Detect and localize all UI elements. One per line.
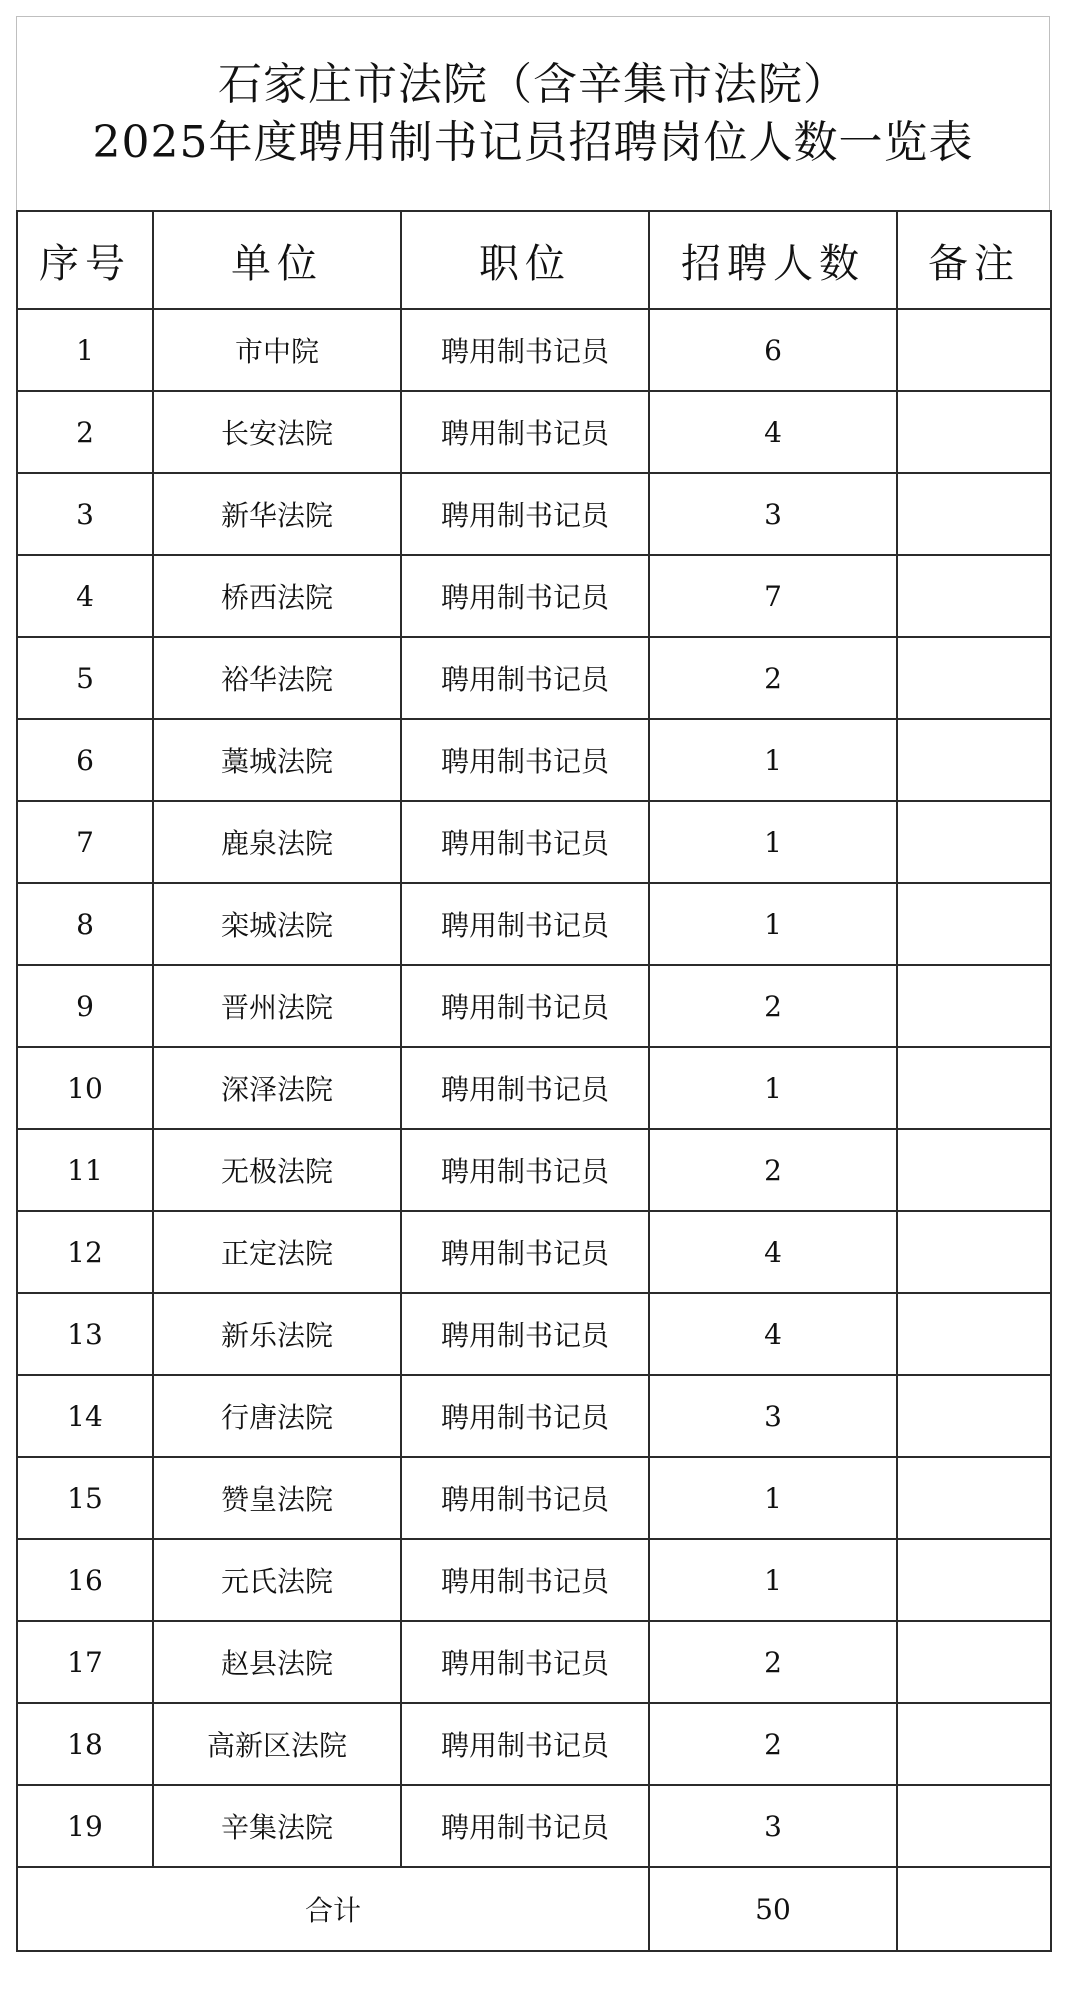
cell-remark <box>897 1129 1051 1211</box>
table-row <box>17 1211 1051 1293</box>
header-position: 职位 <box>401 211 649 309</box>
cell-position: 聘用制书记员 <box>401 1047 649 1129</box>
cell-remark <box>897 1703 1051 1785</box>
cell-position: 聘用制书记员 <box>401 1457 649 1539</box>
table-row <box>17 1047 1051 1129</box>
cell-recruit-count: 6 <box>649 309 897 391</box>
cell-unit: 行唐法院 <box>153 1375 401 1457</box>
cell-remark <box>897 965 1051 1047</box>
cell-remark <box>897 1293 1051 1375</box>
table-row <box>17 1785 1051 1867</box>
cell-serial-number: 16 <box>17 1539 153 1621</box>
header-remark: 备注 <box>897 211 1051 309</box>
table-row <box>17 473 1051 555</box>
cell-unit: 市中院 <box>153 309 401 391</box>
table-total-row <box>17 1867 1051 1951</box>
cell-serial-number: 2 <box>17 391 153 473</box>
cell-unit: 长安法院 <box>153 391 401 473</box>
cell-serial-number: 17 <box>17 1621 153 1703</box>
cell-remark <box>897 719 1051 801</box>
cell-serial-number: 7 <box>17 801 153 883</box>
cell-recruit-count: 1 <box>649 883 897 965</box>
cell-serial-number: 8 <box>17 883 153 965</box>
cell-position: 聘用制书记员 <box>401 637 649 719</box>
cell-position: 聘用制书记员 <box>401 1129 649 1211</box>
cell-recruit-count: 7 <box>649 555 897 637</box>
table-row <box>17 719 1051 801</box>
table-row <box>17 965 1051 1047</box>
header-unit: 单位 <box>153 211 401 309</box>
cell-position: 聘用制书记员 <box>401 719 649 801</box>
header-serial-number: 序号 <box>17 211 153 309</box>
page-title-line-1: 石家庄市法院（含辛集市法院） <box>218 58 848 110</box>
cell-position: 聘用制书记员 <box>401 391 649 473</box>
table-row <box>17 1129 1051 1211</box>
cell-recruit-count: 3 <box>649 473 897 555</box>
cell-remark <box>897 1785 1051 1867</box>
cell-position: 聘用制书记员 <box>401 1211 649 1293</box>
table-row <box>17 309 1051 391</box>
total-label: 合计 <box>17 1867 649 1951</box>
cell-serial-number: 13 <box>17 1293 153 1375</box>
cell-recruit-count: 2 <box>649 1621 897 1703</box>
cell-unit: 桥西法院 <box>153 555 401 637</box>
table-row <box>17 637 1051 719</box>
cell-serial-number: 18 <box>17 1703 153 1785</box>
cell-recruit-count: 3 <box>649 1375 897 1457</box>
cell-unit: 辛集法院 <box>153 1785 401 1867</box>
table-row <box>17 1621 1051 1703</box>
cell-remark <box>897 555 1051 637</box>
cell-remark <box>897 1621 1051 1703</box>
cell-unit: 晋州法院 <box>153 965 401 1047</box>
cell-position: 聘用制书记员 <box>401 801 649 883</box>
cell-serial-number: 1 <box>17 309 153 391</box>
cell-unit: 栾城法院 <box>153 883 401 965</box>
cell-unit: 高新区法院 <box>153 1703 401 1785</box>
cell-unit: 深泽法院 <box>153 1047 401 1129</box>
cell-recruit-count: 2 <box>649 1129 897 1211</box>
cell-position: 聘用制书记员 <box>401 309 649 391</box>
cell-position: 聘用制书记员 <box>401 555 649 637</box>
title-block <box>16 16 1050 210</box>
cell-unit: 正定法院 <box>153 1211 401 1293</box>
cell-recruit-count: 2 <box>649 965 897 1047</box>
cell-position: 聘用制书记员 <box>401 1539 649 1621</box>
cell-unit: 裕华法院 <box>153 637 401 719</box>
cell-recruit-count: 1 <box>649 1539 897 1621</box>
cell-unit: 元氏法院 <box>153 1539 401 1621</box>
cell-remark <box>897 801 1051 883</box>
cell-position: 聘用制书记员 <box>401 965 649 1047</box>
cell-recruit-count: 4 <box>649 391 897 473</box>
cell-remark <box>897 391 1051 473</box>
cell-unit: 新华法院 <box>153 473 401 555</box>
table-row <box>17 1539 1051 1621</box>
cell-remark <box>897 309 1051 391</box>
table-row <box>17 1293 1051 1375</box>
cell-recruit-count: 1 <box>649 801 897 883</box>
cell-recruit-count: 4 <box>649 1293 897 1375</box>
cell-unit: 赞皇法院 <box>153 1457 401 1539</box>
header-recruit-count: 招聘人数 <box>649 211 897 309</box>
cell-serial-number: 5 <box>17 637 153 719</box>
cell-recruit-count: 2 <box>649 1703 897 1785</box>
table-row <box>17 1457 1051 1539</box>
cell-recruit-count: 1 <box>649 1047 897 1129</box>
table-row <box>17 801 1051 883</box>
cell-serial-number: 19 <box>17 1785 153 1867</box>
cell-recruit-count: 3 <box>649 1785 897 1867</box>
cell-serial-number: 3 <box>17 473 153 555</box>
cell-unit: 无极法院 <box>153 1129 401 1211</box>
total-count: 50 <box>649 1867 897 1951</box>
cell-unit: 藁城法院 <box>153 719 401 801</box>
total-remark <box>897 1867 1051 1951</box>
cell-position: 聘用制书记员 <box>401 473 649 555</box>
cell-recruit-count: 1 <box>649 1457 897 1539</box>
cell-position: 聘用制书记员 <box>401 1293 649 1375</box>
table-header-row <box>17 211 1051 309</box>
cell-position: 聘用制书记员 <box>401 1621 649 1703</box>
table-row <box>17 391 1051 473</box>
cell-remark <box>897 1047 1051 1129</box>
cell-remark <box>897 637 1051 719</box>
cell-remark <box>897 1211 1051 1293</box>
cell-position: 聘用制书记员 <box>401 883 649 965</box>
cell-serial-number: 6 <box>17 719 153 801</box>
cell-position: 聘用制书记员 <box>401 1785 649 1867</box>
cell-remark <box>897 1457 1051 1539</box>
cell-unit: 新乐法院 <box>153 1293 401 1375</box>
cell-recruit-count: 2 <box>649 637 897 719</box>
cell-unit: 赵县法院 <box>153 1621 401 1703</box>
cell-serial-number: 4 <box>17 555 153 637</box>
cell-remark <box>897 473 1051 555</box>
table-row <box>17 1703 1051 1785</box>
cell-serial-number: 11 <box>17 1129 153 1211</box>
cell-position: 聘用制书记员 <box>401 1703 649 1785</box>
cell-serial-number: 9 <box>17 965 153 1047</box>
table-row <box>17 1375 1051 1457</box>
cell-serial-number: 14 <box>17 1375 153 1457</box>
cell-remark <box>897 1375 1051 1457</box>
cell-recruit-count: 1 <box>649 719 897 801</box>
table-row <box>17 555 1051 637</box>
cell-position: 聘用制书记员 <box>401 1375 649 1457</box>
cell-recruit-count: 4 <box>649 1211 897 1293</box>
cell-serial-number: 12 <box>17 1211 153 1293</box>
cell-remark <box>897 1539 1051 1621</box>
cell-unit: 鹿泉法院 <box>153 801 401 883</box>
page-title-line-2: 2025年度聘用制书记员招聘岗位人数一览表 <box>92 116 974 168</box>
cell-remark <box>897 883 1051 965</box>
recruitment-table <box>16 210 1052 1952</box>
document-sheet <box>16 16 1050 1990</box>
cell-serial-number: 10 <box>17 1047 153 1129</box>
cell-serial-number: 15 <box>17 1457 153 1539</box>
table-row <box>17 883 1051 965</box>
